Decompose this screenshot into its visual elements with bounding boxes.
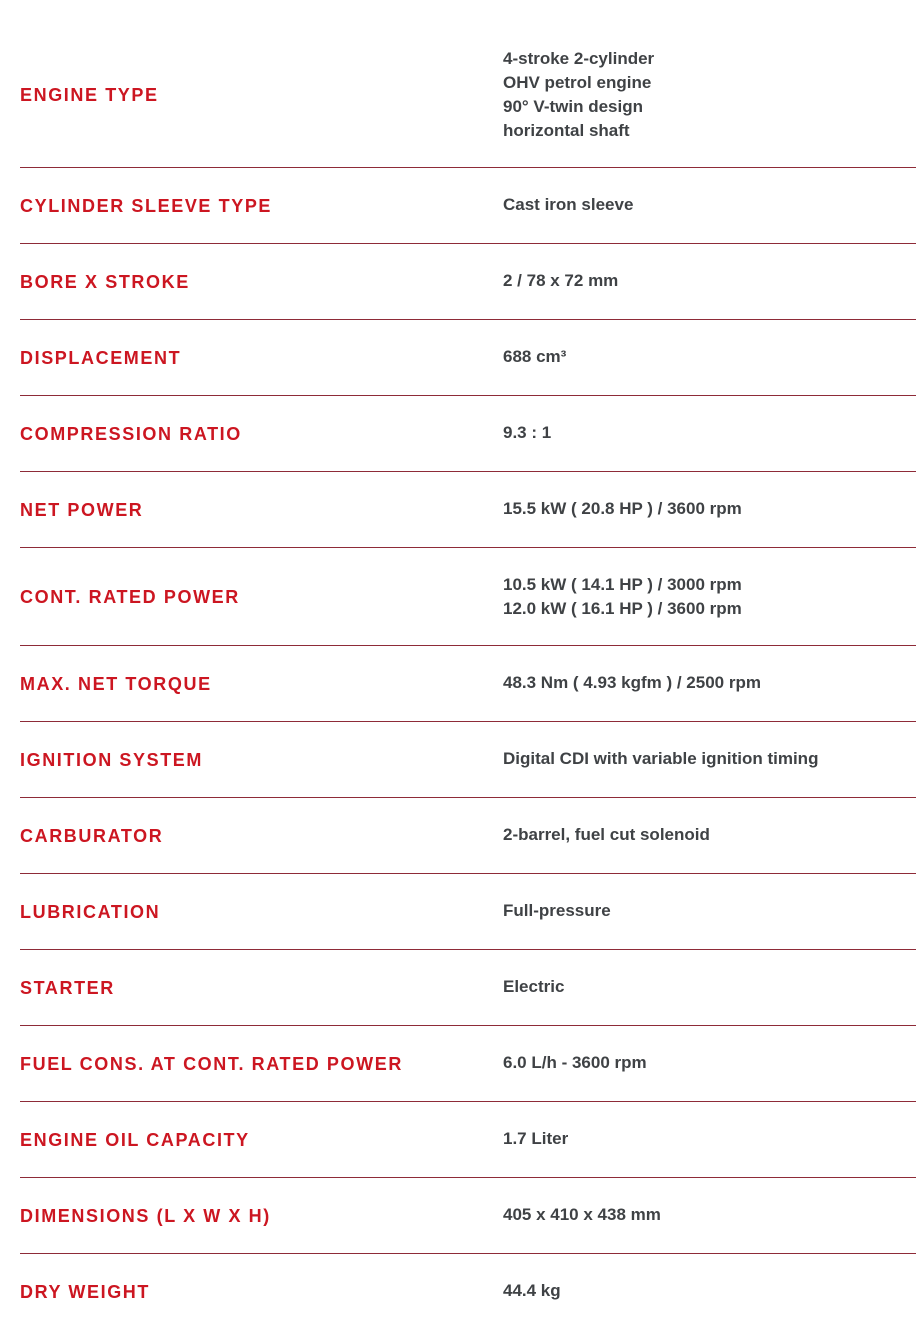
- spec-row: [20, 396, 916, 472]
- spec-value-line: Full-pressure: [503, 901, 611, 920]
- spec-row: [20, 798, 916, 874]
- spec-value: [503, 671, 916, 695]
- spec-row: [20, 874, 916, 950]
- spec-label: MAX. NET TORQUE: [20, 674, 212, 694]
- spec-label: CARBURATOR: [20, 826, 164, 846]
- spec-label: BORE X STROKE: [20, 272, 190, 292]
- spec-row: [20, 1102, 916, 1178]
- spec-value: [503, 899, 916, 923]
- spec-row: [20, 1178, 916, 1254]
- spec-value: [503, 747, 916, 771]
- spec-value: [503, 269, 916, 293]
- spec-value-line: horizontal shaft: [503, 121, 630, 140]
- spec-row: [20, 320, 916, 396]
- spec-value-line: 9.3 : 1: [503, 423, 552, 442]
- spec-value: [503, 421, 916, 445]
- spec-value-line: 2-barrel, fuel cut solenoid: [503, 825, 710, 844]
- spec-label: ENGINE TYPE: [20, 85, 159, 105]
- spec-value: [503, 193, 916, 217]
- spec-row: [20, 22, 916, 168]
- spec-value: [503, 47, 916, 143]
- spec-label: LUBRICATION: [20, 902, 161, 922]
- spec-label: NET POWER: [20, 500, 144, 520]
- spec-row: [20, 646, 916, 722]
- spec-label: CONT. RATED POWER: [20, 587, 240, 607]
- spec-value-line: 405 x 410 x 438 mm: [503, 1205, 661, 1224]
- spec-value-line: 6.0 L/h - 3600 rpm: [503, 1053, 647, 1072]
- spec-value: [503, 1127, 916, 1151]
- spec-value-line: 44.4 kg: [503, 1281, 561, 1300]
- spec-label: FUEL CONS. AT CONT. RATED POWER: [20, 1054, 403, 1074]
- spec-value: [503, 1051, 916, 1075]
- spec-value: [503, 345, 916, 369]
- spec-value-line: Digital CDI with variable ignition timing: [503, 749, 819, 768]
- spec-value-line: 2 / 78 x 72 mm: [503, 271, 619, 290]
- spec-value-line: Cast iron sleeve: [503, 195, 634, 214]
- spec-row: [20, 548, 916, 646]
- spec-value: [503, 573, 916, 621]
- spec-row: [20, 722, 916, 798]
- spec-value-line: 4-stroke 2-cylinder: [503, 49, 655, 68]
- spec-label: DRY WEIGHT: [20, 1282, 151, 1302]
- spec-label: STARTER: [20, 978, 115, 998]
- spec-row: [20, 472, 916, 548]
- spec-row: [20, 168, 916, 244]
- spec-value-line: 15.5 kW ( 20.8 HP ) / 3600 rpm: [503, 499, 742, 518]
- spec-label: IGNITION SYSTEM: [20, 750, 204, 770]
- spec-label: DIMENSIONS (L X W X H): [20, 1206, 271, 1226]
- spec-value-line: OHV petrol engine: [503, 73, 652, 92]
- spec-value-line: 12.0 kW ( 16.1 HP ) / 3600 rpm: [503, 599, 742, 618]
- spec-value: [503, 1279, 916, 1303]
- spec-value-line: 10.5 kW ( 14.1 HP ) / 3000 rpm: [503, 575, 742, 594]
- spec-value: [503, 497, 916, 521]
- spec-value-line: 688 cm³: [503, 347, 567, 366]
- spec-label: DISPLACEMENT: [20, 348, 182, 368]
- spec-row: [20, 244, 916, 320]
- spec-value: [503, 1203, 916, 1227]
- spec-row: [20, 950, 916, 1026]
- spec-value: [503, 975, 916, 999]
- spec-value-line: 48.3 Nm ( 4.93 kgfm ) / 2500 rpm: [503, 673, 761, 692]
- spec-label: COMPRESSION RATIO: [20, 424, 242, 444]
- spec-label: ENGINE OIL CAPACITY: [20, 1130, 250, 1150]
- spec-value-line: 90° V-twin design: [503, 97, 643, 116]
- spec-label: CYLINDER SLEEVE TYPE: [20, 196, 273, 216]
- spec-value: [503, 823, 916, 847]
- spec-value-line: 1.7 Liter: [503, 1129, 569, 1148]
- spec-row: [20, 1026, 916, 1102]
- spec-value-line: Electric: [503, 977, 565, 996]
- spec-row: [20, 1254, 916, 1329]
